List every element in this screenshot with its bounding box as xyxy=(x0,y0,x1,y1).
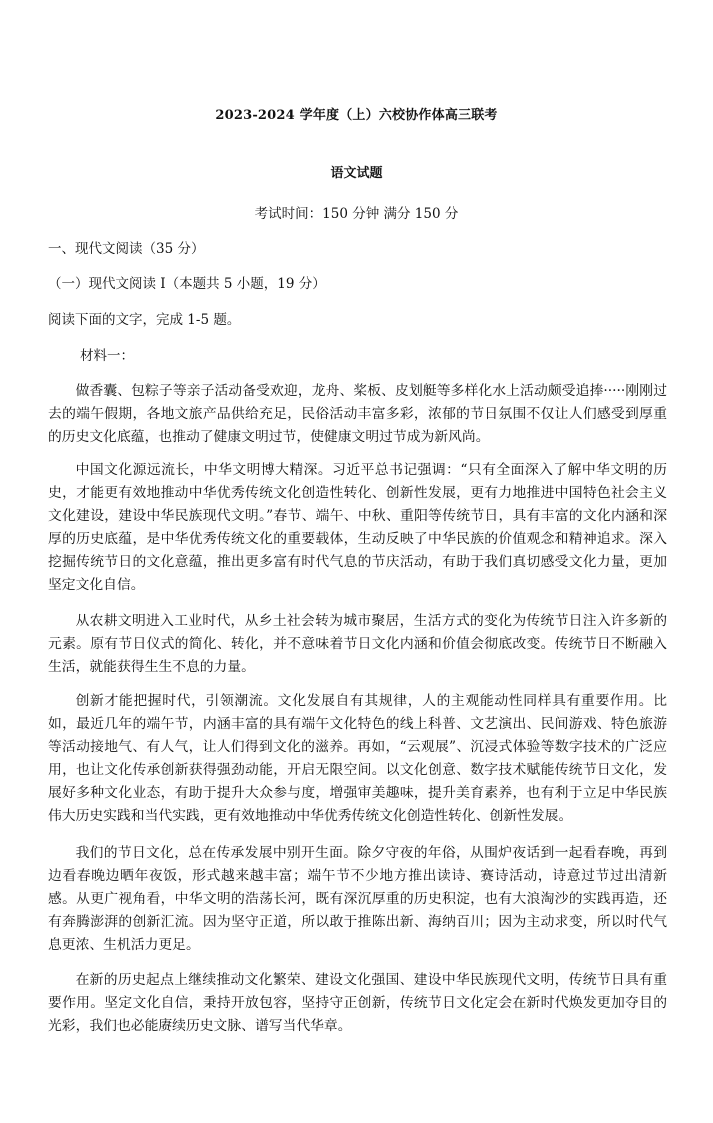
paragraph-4: 创新才能把握时代，引领潮流。文化发展自有其规律，人的主观能动性同样具有重要作用。比如，最近几年的端午节，内涵丰富的具有端午文化特色的线上科普、文艺演出、民间游戏、特色旅游等活动接地气、有人气，让人们得到文化的滋养。再如，“云观展”、沉浸式体验等数字技术的广泛应用，也让文化传承创新获得强劲动能，开启无限空间。以文化创意、数字技术赋能传统节日文化，发展好多种文化业态，有助于提升大众参与度，增强审美趣味，提升美育素养，也有利于立足中华民族伟大历史实践和当代实践，更有效地推动中华优秀传统文化创造性转化、创新性发展。 xyxy=(48,693,667,824)
subject-title: 语文试题 xyxy=(330,166,383,181)
paragraph-5: 我们的节日文化，总在传承发展中别开生面。除夕守夜的年俗，从围炉夜话到一起看春晚，再到边看春晚边晒年夜饭，形式越来越丰富；端午节不少地方推出读诗、赛诗活动，诗意过节过出清新感。从更广视角看，中华文明的浩荡长河，既有深沉厚重的历史积淀，也有大浪淘沙的实践再造，还有奔腾澎湃的创新汇流。因为坚守正道，所以敢于推陈出新、海纳百川；因为主动求变，所以时代气息更浓、生机活力更足。 xyxy=(48,845,667,953)
exam-info: 考试时间：150 分钟 满分 150 分 xyxy=(254,206,459,222)
exam-title: 2023-2024 学年度（上）六校协作体高三联考 xyxy=(215,108,498,123)
reading-instruction: 阅读下面的文字，完成 1-5 题。 xyxy=(48,312,241,328)
paragraph-6: 在新的历史起点上继续推动文化繁荣、建设文化强国、建设中华民族现代文明，传统节日具有重要作用。坚定文化自信，秉持开放包容，坚持守正创新，传统节日文化定会在新时代焕发更加夺目的光彩，我们也必能赓续历史文脉、谱写当代华章。 xyxy=(48,972,667,1034)
paragraph-2: 中国文化源远流长，中华文明博大精深。习近平总书记强调：“只有全面深入了解中华文明的历史，才能更有效地推动中华优秀传统文化创造性转化、创新性发展，更有力地推进中国特色社会主义文化建设，建设中华民族现代文明。”春节、端午、中秋、重阳等传统节日，具有丰富的文化内涵和深厚的历史底蕴，是中华优秀传统文化的重要载体，生动反映了中华民族的价值观念和精神追求。深入挖掘传统节日的文化意蕴，推出更多富有时代气息的节庆活动，有助于我们真切感受文化力量，更加坚定文化自信。 xyxy=(48,462,667,593)
material-label: 材料一： xyxy=(80,348,134,364)
paragraph-1: 做香囊、包粽子等亲子活动备受欢迎，龙舟、桨板、皮划艇等多样化水上活动颇受追捧·····刚刚过去的端午假期，各地文旅产品供给充足，民俗活动丰富多彩，浓郁的节日氛围不仅让人们感受到厚重的历史文化底蕴，也推动了健康文明过节，使健康文明过节成为新风尚。 xyxy=(48,383,667,445)
paragraph-3: 从农耕文明进入工业时代，从乡土社会转为城市聚居，生活方式的变化为传统节日注入许多新的元素。原有节日仪式的简化、转化，并不意味着节日文化内涵和价值会彻底改变。传统节日不断融入生活，就能获得生生不息的力量。 xyxy=(48,613,667,675)
section-sub-heading: （一）现代文阅读 I（本题共 5 小题，19 分） xyxy=(48,276,326,292)
section-heading: 一、现代文阅读（35 分） xyxy=(48,241,205,257)
